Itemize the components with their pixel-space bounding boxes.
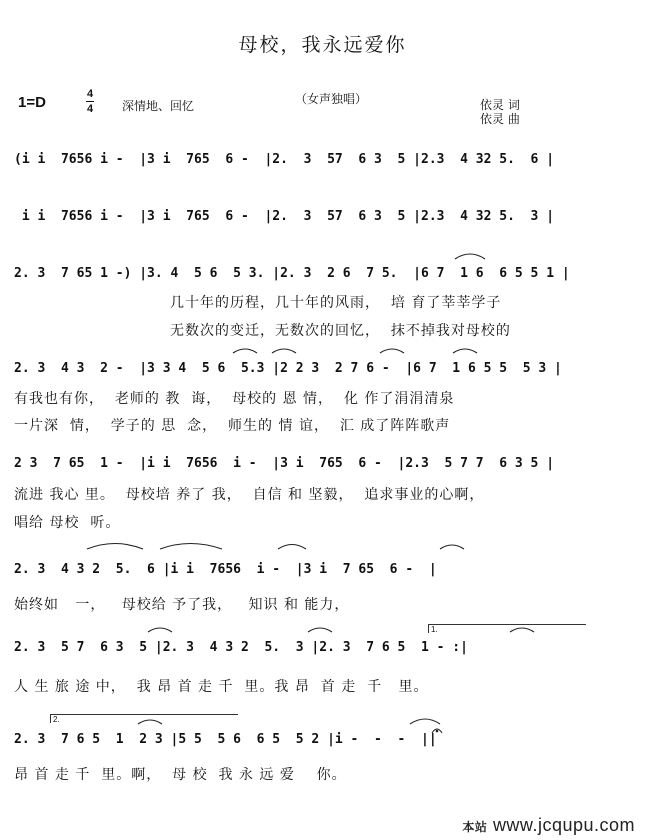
lyricist-credit: 依灵 词	[480, 98, 520, 112]
lyric-row-3-verse-2: 无数次的变迁，无数次的回忆， 抹不掉我对母校的	[170, 323, 511, 339]
lyric-row-4-verse-1: 有我也有你， 老师的 教 诲， 母校的 恩 情， 化 作了涓涓清泉	[14, 391, 455, 407]
score-row-8: 2. 3 7 6 5 1 2 3 |5 5 5 6 6 5 5 2 |i - - - ||	[14, 732, 437, 747]
score-row-3: 2. 3 7 65 1 -) |3. 4 5 6 5 3. |2. 3 2 6 7 5. |6 7 1 6 6 5 5 1 |	[14, 266, 570, 281]
score-row-6: 2. 3 4 3 2 5. 6 |i i 7656 i - |3 i 7 65 6 - |	[14, 562, 437, 577]
lyric-row-5-verse-1: 流进 我心 里。 母校培 养了 我， 自信 和 坚毅， 追求事业的心啊，	[14, 487, 485, 503]
score-row-5: 2 3 7 65 1 - |i i 7656 i - |3 i 765 6 - |2.3 5 7 7 6 3 5 |	[14, 456, 555, 471]
score-row-1: (i i 7656 i - |3 i 765 6 - |2. 3 57 6 3 5 |2.3 4 32 5. 6 |	[14, 152, 555, 167]
lyric-row-5-verse-2: 唱给 母校 听。	[14, 515, 121, 531]
score-row-4: 2. 3 4 3 2 - |3 3 4 5 6 5.3 |2 2 3 2 7 6 - |6 7 1 6 5 5 5 3 |	[14, 361, 562, 376]
lyric-row-3-verse-1: 几十年的历程，几十年的风雨， 培 育了莘莘学子	[170, 295, 502, 311]
lyric-row-8: 昂 首 走 千 里。啊， 母 校 我 永 远 爱 你。	[14, 767, 347, 783]
lyric-row-4-verse-2: 一片深 情， 学子的 思 念， 师生的 情 谊， 汇 成了阵阵歌声	[14, 418, 451, 434]
time-signature-top: 4	[86, 88, 94, 100]
site-watermark	[462, 815, 635, 836]
key-signature: 1=D	[18, 94, 46, 111]
time-signature	[86, 88, 94, 115]
lyric-row-7: 人 生 旅 途 中， 我 昂 首 走 千 里。我 昂 首 走 千 里。	[14, 679, 429, 695]
watermark-prefix: 本站	[462, 820, 488, 834]
composer-credit: 依灵 曲	[480, 112, 520, 126]
score-row-7: 2. 3 5 7 6 3 5 |2. 3 4 3 2 5. 3 |2. 3 7 6 5 1 - :|	[14, 640, 468, 655]
score-row-2: i i 7656 i - |3 i 765 6 - |2. 3 57 6 3 5 |2.3 4 32 5. 3 |	[14, 209, 555, 224]
tempo-mood: 深情地、回忆	[122, 99, 195, 113]
time-signature-bottom: 4	[86, 103, 94, 115]
volta-first-ending: 1.	[428, 624, 586, 633]
performance-note: （女声独唱）	[295, 92, 368, 106]
watermark-site: www.jcqupu.com	[492, 815, 635, 835]
lyric-row-6: 始终如 一， 母校给 予了我， 知识 和 能力，	[14, 597, 350, 613]
volta-second-ending: 2.	[50, 714, 238, 723]
song-title: 母校，我永远爱你	[238, 34, 407, 56]
